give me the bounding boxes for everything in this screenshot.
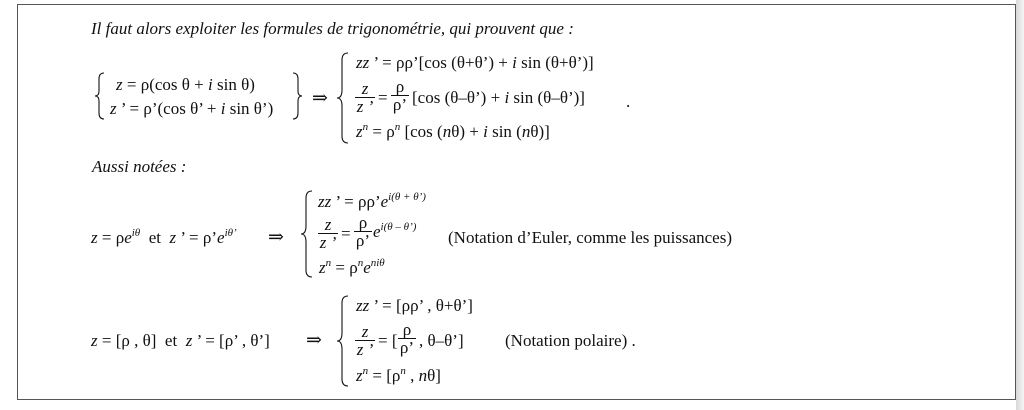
aussi-label: Aussi notées :	[92, 157, 187, 176]
sec2-row2-tail: $e^{i(\theta - \theta’)}$	[373, 221, 417, 241]
sec2-arrow: ⇒	[268, 227, 284, 248]
sec1-end-period: .	[626, 92, 631, 111]
sec3-eq: = [	[378, 331, 398, 350]
sec3-frac-z: $\frac{z}{z ’}$	[356, 322, 374, 359]
sec3-row1: zz ’ = [ρρ’ , θ+θ’]	[356, 296, 473, 315]
sec2-frac-rho: $\frac{\rho}{\rho’}$	[355, 213, 371, 250]
sec3-frac-rho: $\frac{\rho}{\rho’}$	[399, 320, 415, 357]
left-brace-1	[94, 72, 106, 120]
sec1-left-line1: z = ρ(cos θ + i sin θ)	[116, 75, 255, 94]
sec1-eq: =	[378, 88, 388, 107]
sec1-row1: zz ’ = ρρ’[cos (θ+θ’) + i sin (θ+θ’)]	[356, 53, 594, 72]
sys-brace-3	[336, 295, 350, 387]
sec1-row3: $z^n = \rho^n$ [cos (nθ) + i sin (nθ)]	[356, 121, 550, 141]
sec3-row2-tail: , θ–θ’]	[419, 331, 464, 350]
right-brace-1	[292, 72, 304, 120]
sec1-row2-tail: [cos (θ–θ’) + i sin (θ–θ’)]	[412, 88, 585, 107]
sec3-note: (Notation polaire) .	[505, 331, 636, 350]
sec3-row3: $z^n = [\rho^n$ , nθ]	[356, 365, 441, 385]
sys-brace-2	[300, 190, 314, 278]
intro-text: Il faut alors exploiter les formules de trigonométrie, qui prouvent que :	[91, 19, 574, 38]
sec3-left: z = [ρ , θ] et z ’ = [ρ’ , θ’]	[91, 331, 270, 350]
sec2-frac-z: $\frac{z}{z ’}$	[319, 215, 337, 252]
sec2-row3: $z^n = \rho^ne^{ni\theta}$	[319, 257, 385, 277]
window-edge-shadow	[1016, 0, 1024, 410]
sec1-left-line2: z ’ = ρ’(cos θ’ + i sin θ’)	[110, 99, 274, 118]
sec1-frac-rho: $\frac{\rho}{\rho’}$	[392, 77, 408, 114]
sec1-frac-z: $\frac{z}{z ’}$	[356, 79, 374, 116]
sys-brace-1	[336, 52, 350, 144]
sec2-note: (Notation d’Euler, comme les puissances)	[448, 228, 732, 247]
sec2-eq: =	[341, 224, 351, 243]
sec2-row1: zz ’ = $\rho\rho’e^{i(\theta + \theta’)}$	[318, 191, 426, 211]
sec3-arrow: ⇒	[306, 330, 322, 351]
sec2-left: $z = \rho e^{i\theta}$ et z ’ = $\rho’e^{i\theta’}$	[91, 227, 237, 247]
sec1-arrow: ⇒	[312, 88, 328, 109]
